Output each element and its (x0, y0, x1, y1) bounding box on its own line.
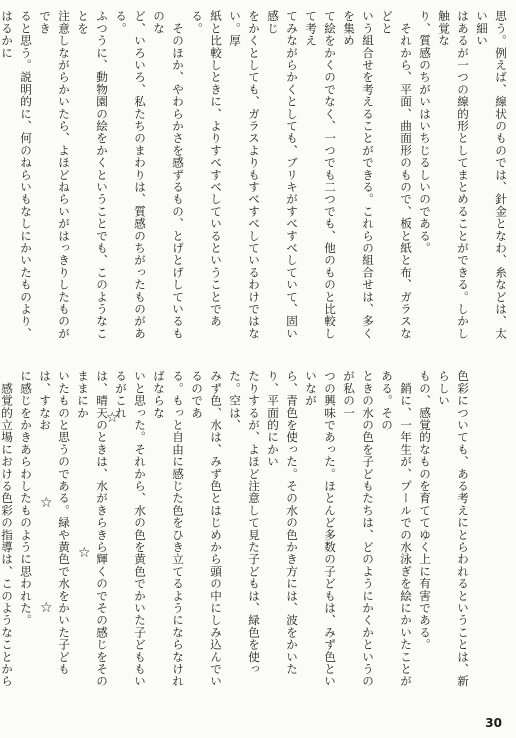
star-ornament: ☆ (40, 600, 53, 616)
text-line: に感じをかきあらわしたものように思われた。 (19, 370, 33, 627)
page-number: 30 (485, 716, 502, 730)
text-line: ると思う。説明的に、何のねらいもなしにかいたものより、はるかに (0, 10, 33, 340)
text-line: いと思った。それから、水の色を黄色でかいた子どももいるがこれ (114, 370, 147, 688)
text-line: 紙と比較しときに、よりすべすべしているということである。 (190, 10, 223, 328)
text-line: る。もっと自由に感じた色をひき立てるようにならなければならな (152, 370, 185, 688)
text-line: 感覚的立場における色彩の指導は、このようなことから (0, 382, 14, 688)
text-line: ときの水の色を子どもたちは、どのようにかくかというのが私の一 (342, 370, 375, 688)
text-line: いたものと思うのである。緑や黄色で水をかいた子どもは、すなお (38, 370, 71, 675)
star-ornament: ☆ (106, 410, 119, 426)
text-line: ふつうに、動物園の絵をかくということでも、このようなことを (76, 10, 109, 340)
text-line: は、晴天のときは、水がきらきら輝くのでその感じをそのままにか (76, 370, 109, 688)
star-ornament: ☆ (40, 495, 53, 511)
text-line: 色彩についても、ある考えにとらわれるということは、新らしい (437, 370, 470, 688)
text-line: 注意しながらかいたら、よほどねらいがはっきりしたものができ (38, 10, 71, 340)
text-line: もの、感覚的なものを育ててゆく上に有害である。 (418, 370, 432, 651)
text-line: はあるが一つの線的形としてまとめることができる。しかし触覚な (437, 10, 470, 340)
text-line: てみながらかくとしても、ブリキがすべすべしていて、固い感じ (266, 10, 299, 340)
text-line: そのほか、やわらかさを感ずるもの、とげとげしているものな (152, 10, 185, 340)
text-line: 思う。例えば、線状のものでは、針金となわ、糸などは、太い細い (475, 10, 508, 340)
star-ornaments (28, 400, 138, 630)
text-line: ど、いろいろ、私たちのまわりは、質感のちがったものがある。 (114, 10, 147, 340)
text-line: たりするが、よほど注意して見た子どもは、緑色を使った。空は、 (228, 370, 261, 675)
text-line: り、質感のちがいはいちじるしいのである。 (418, 10, 432, 254)
text-block-top (0, 10, 510, 348)
text-line: それから、平面、曲面形のもので、板と紙と布、ガラスなどと (380, 10, 413, 340)
text-line: いう組合せを考えることができる。これらの組合せは、多くを集め (342, 10, 375, 340)
text-line: ら、青色を使った。その水の色かき方には、波をかいたり、平面的にかい (266, 370, 299, 675)
text-line: 銷に、一年生が、プールでの水泳ぎを絵にかいたことがある。その (380, 370, 413, 688)
text-line: みず色、水は、みず色とはじめから頭の中にしみ込んでいるのであ (190, 370, 223, 688)
text-line: をかくとしても、ガラスよりもすべすべしているわけではない。厚 (228, 10, 261, 340)
star-ornament: ☆ (78, 545, 91, 561)
text-line: つの興味であった。ほとんど多数の子どもは、みず色といいなが (304, 370, 337, 688)
text-line: て絵をかくのでなく、一つでも二つでも、他のものと比較して考え (304, 10, 337, 340)
